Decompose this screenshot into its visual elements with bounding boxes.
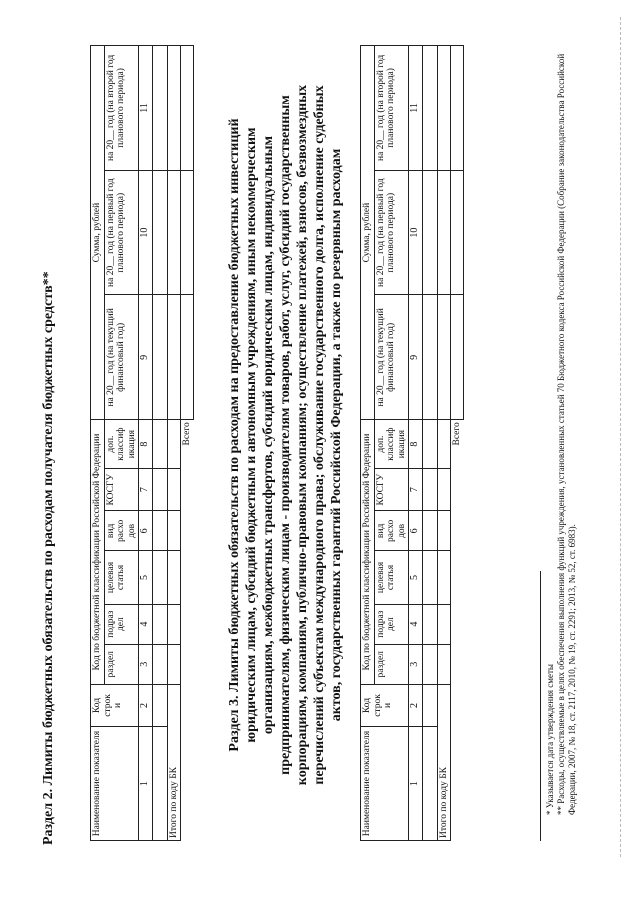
- vsego-row: [451, 46, 464, 841]
- vsego-label: Всего: [452, 422, 462, 446]
- header-podrazdel: подраз дел: [374, 604, 409, 644]
- header-sum: Сумма, рублей: [91, 46, 105, 420]
- column-numbers-row: 1 2 3 4 5 6 7 8 9 10 11: [139, 46, 153, 841]
- header-kosgu: КОСГУ: [374, 469, 409, 511]
- header-vid: вид расхо дов: [374, 511, 409, 551]
- table-row: [422, 46, 437, 841]
- header-y2: на 20__ год (на первый год планового периода): [104, 170, 139, 295]
- itogo-label: Итого по коду БК: [167, 684, 181, 840]
- footnote-separator: [540, 571, 541, 841]
- vsego-row: [181, 46, 194, 841]
- itogo-label: Итого по коду БК: [437, 684, 451, 840]
- header-razdel: раздел: [374, 644, 409, 684]
- footnote-1: * Указывается дата утверждения сметы: [545, 664, 555, 815]
- header-cel: целевая статья: [104, 551, 139, 604]
- vsego-label: Всего: [182, 422, 192, 446]
- header-dop: доп. классиф икация: [104, 420, 139, 469]
- section-2-table: [90, 45, 194, 841]
- itogo-row: [437, 46, 451, 841]
- header-y3: на 20__ год (на второй год планового периода): [104, 46, 139, 171]
- header-dop: доп. классиф икация: [374, 420, 409, 469]
- header-y1: на 20__ год (на текущий финансовый год): [374, 295, 409, 420]
- footnotes: [545, 51, 578, 841]
- section-2-title: Раздел 2. Лимиты бюджетных обязательств по расходам получателя бюджетных средств**: [41, 271, 56, 845]
- header-y1: на 20__ год (на текущий финансовый год): [104, 295, 139, 420]
- table-row: [152, 46, 167, 841]
- scan-edge-line: [620, 17, 621, 857]
- footnote-2: ** Расходы, осуществляемые в целях обеспечения выполнения функций учреждения, установленных статьей 70 Бюджетного кодекса Российской Федерации (Собрание законодательства Российской Федерации, 2007, № 18, ст. 2117, 2010, № 19, ст. 2291; 2013, № 52, ст. 6983).: [556, 53, 577, 815]
- header-kosgu: КОСГУ: [104, 469, 139, 511]
- header-name: Наименование показателя: [91, 727, 139, 841]
- header-razdel: раздел: [104, 644, 139, 684]
- header-podrazdel: подраз дел: [104, 604, 139, 644]
- header-bk: Код по бюджетной классификации Российской Федерации: [91, 420, 105, 685]
- section-3-table: [360, 45, 464, 841]
- header-cel: целевая статья: [374, 551, 409, 604]
- header-bk: Код по бюджетной классификации Российской Федерации: [361, 420, 375, 685]
- header-name: Наименование показателя: [361, 727, 409, 841]
- column-numbers-row: 1 2 3 4 5 6 7 8 9 10 11: [409, 46, 423, 841]
- header-sum: Сумма, рублей: [361, 46, 375, 420]
- header-y2: на 20__ год (на первый год планового периода): [374, 170, 409, 295]
- header-vid: вид расхо дов: [104, 511, 139, 551]
- itogo-row: [167, 46, 181, 841]
- header-code: Код строк и: [91, 684, 139, 726]
- header-y3: на 20__ год (на второй год планового периода): [374, 46, 409, 171]
- header-code: Код строк и: [361, 684, 409, 726]
- section-3-title: Раздел 3. Лимиты бюджетных обязательств по расходам на предоставление бюджетных инвестиций юридическим лицам, субсидий бюджетным и автономным учреждениям, иным некоммерческим организациям, межбюджетных трансфертов, субсидий юридическим лицам, индивидуальным предпринимателям, физическим лицам - производителям товаров, работ, услуг, субсидий государственным корпорациям, компаниям, публично-правовым компаниям; осуществление платежей, взносов, безвозмездных перечислений субъектам международного права; обслуживание государственного долга, исполнение судебных актов, государственных гарантий Российской Федерации, а также по резервным расходам: [227, 84, 344, 786]
